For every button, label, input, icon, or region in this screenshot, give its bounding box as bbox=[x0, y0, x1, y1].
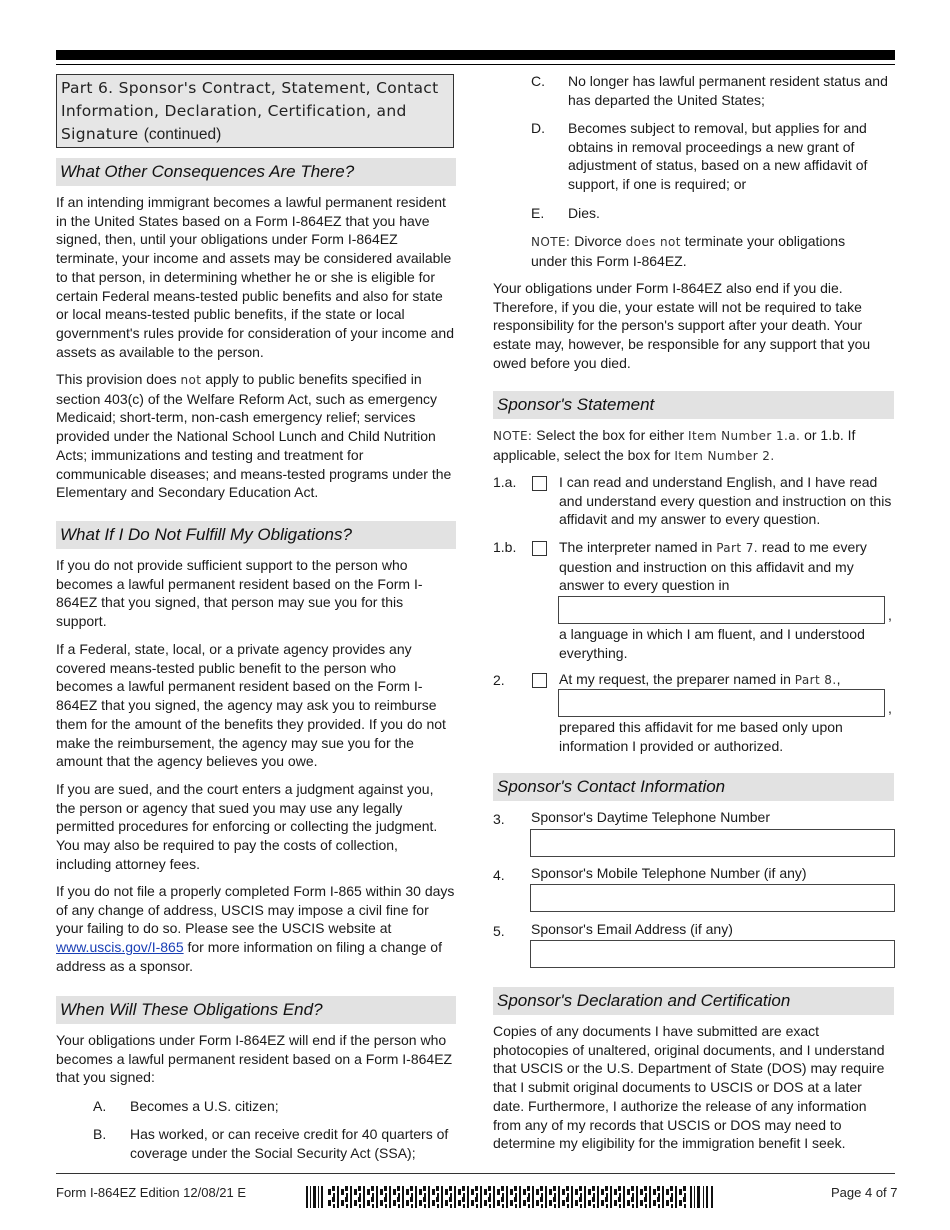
consequences-paragraph-2: This provision does not apply to public benefits specified in section 403(c) of the Welfare Reform Act, such as emergency Medicaid; short-term, non-cash emergency relief; services provided under the National School Lunch and Child Nutrition Acts; immunizations and testing and treatment for communicable diseases; and means-tested programs under the Elementary and Secondary Education Act. bbox=[56, 371, 452, 501]
item-label-5: 5. bbox=[493, 923, 505, 939]
statement-1b-after: a language in which I am fluent, and I understood everything. bbox=[559, 626, 865, 661]
list-item-label: B. bbox=[93, 1126, 107, 1142]
item-label-1b: 1.b. bbox=[493, 539, 517, 555]
top-rule-thin bbox=[56, 64, 895, 65]
email-label: Sponsor's Email Address (if any) bbox=[531, 921, 733, 937]
section-heading-obligations-end: When Will These Obligations End? bbox=[56, 996, 456, 1024]
statement-2-after: prepared this affidavit for me based only upon information I provided or authorized. bbox=[559, 719, 843, 754]
part-title-text: Part 6. Sponsor's Contract, Statement, Contact Information, Declaration, Certification, and Signature bbox=[61, 79, 439, 143]
daytime-phone-input[interactable] bbox=[530, 829, 895, 857]
item-label-3: 3. bbox=[493, 811, 505, 827]
list-item bbox=[93, 1125, 456, 1165]
part-6-title bbox=[56, 74, 454, 148]
not-fulfill-paragraph-2: If a Federal, state, local, or a private agency provides any covered means-tested public benefit to the person who becomes a lawful permanent resident based on the Form I-864EZ that you signed, the agency may ask you to reimburse them for the amount of the benefits they provided. If you do not make the reimbursement, the agency may sue you for the amount that the agency believes you owe. bbox=[56, 641, 446, 770]
section-heading-contact: Sponsor's Contact Information bbox=[493, 773, 894, 801]
section-heading-declaration: Sponsor's Declaration and Certification bbox=[493, 987, 894, 1015]
list-item bbox=[531, 204, 895, 224]
statement-1b-text: The interpreter named in Part 7. read to me every question and instruction on this affidavit and my answer to every question in bbox=[559, 539, 867, 594]
list-item-text: No longer has lawful permanent resident status and has departed the United States; bbox=[568, 73, 888, 108]
email-input[interactable] bbox=[530, 940, 895, 968]
list-item-text: Has worked, or can receive credit for 40 quarters of coverage under the Social Security Act (SSA); bbox=[130, 1126, 449, 1161]
statement-2-text: At my request, the preparer named in Part 8., bbox=[559, 671, 841, 687]
section-heading-consequences: What Other Consequences Are There? bbox=[56, 158, 456, 186]
list-item bbox=[531, 119, 895, 195]
list-item bbox=[93, 1097, 456, 1117]
section-heading-statement: Sponsor's Statement bbox=[493, 391, 894, 419]
statement-1a-text: I can read and understand English, and I have read and understand every question and instruction on this affidavit and my answer to every question. bbox=[559, 474, 892, 528]
part-continued: (continued) bbox=[143, 126, 222, 143]
form-edition: Form I-864EZ Edition 12/08/21 E bbox=[56, 1185, 247, 1200]
footer-rule bbox=[56, 1173, 895, 1174]
item-label-2: 2. bbox=[493, 672, 505, 688]
consequences-paragraph-1: If an intending immigrant becomes a lawful permanent resident in the United States based on a Form I-864EZ that you have signed, then, until your obligations under Form I-864EZ terminate, your income and assets may be considered available to that person, in determining whether he or she is eligible for certain Federal means-tested public benefits and also for state or local means-tested public benefits, if the state or local government's rules provide for consideration of your income and assets as available to the person. bbox=[56, 194, 454, 360]
list-item-label: C. bbox=[531, 73, 545, 89]
list-item bbox=[531, 72, 895, 112]
preparer-input[interactable] bbox=[558, 689, 885, 717]
not-fulfill-paragraph-3: If you are sued, and the court enters a judgment against you, the person or agency that sued you may use any legally permitted procedures for enforcing or collecting the judgment. You may also be required to pay the costs of collection, including attorney fees. bbox=[56, 781, 438, 872]
checkbox-1a[interactable] bbox=[532, 476, 547, 491]
comma: , bbox=[888, 607, 892, 623]
list-item-text: Dies. bbox=[568, 205, 600, 221]
interpreter-language-input[interactable] bbox=[558, 596, 885, 624]
checkbox-1b[interactable] bbox=[532, 541, 547, 556]
divorce-note: NOTE: Divorce does not terminate your obligations under this Form I-864EZ. bbox=[531, 233, 846, 269]
item-label-4: 4. bbox=[493, 867, 505, 883]
list-item-label: E. bbox=[531, 205, 545, 221]
page-number: Page 4 of 7 bbox=[831, 1185, 898, 1200]
barcode-image bbox=[306, 1186, 714, 1208]
list-item-label: D. bbox=[531, 120, 545, 136]
item-label-1a: 1.a. bbox=[493, 474, 517, 490]
uscis-i865-link[interactable]: www.uscis.gov/I-865 bbox=[56, 939, 184, 956]
obligations-end-death-paragraph: Your obligations under Form I-864EZ also end if you die. Therefore, if you die, your estate will not be required to take responsibility for the person's support after your death. Your estate may, however, be responsible for any support that you owed before you died. bbox=[493, 280, 871, 371]
daytime-phone-label: Sponsor's Daytime Telephone Number bbox=[531, 809, 770, 825]
not-fulfill-paragraph-4: If you do not file a properly completed Form I-865 within 30 days of any change of address, USCIS may impose a civil fine for your failing to do so. Please see the USCIS website at www.uscis.gov/I-865 for more information on filing a change of address as a sponsor. bbox=[56, 883, 455, 974]
mobile-phone-label: Sponsor's Mobile Telephone Number (if any) bbox=[531, 865, 807, 881]
mobile-phone-input[interactable] bbox=[530, 884, 895, 912]
top-rule-thick bbox=[56, 50, 895, 60]
section-heading-not-fulfill: What If I Do Not Fulfill My Obligations? bbox=[56, 521, 456, 549]
comma: , bbox=[888, 700, 892, 716]
declaration-paragraph: Copies of any documents I have submitted are exact photocopies of unaltered, original documents, and I understand that USCIS or the U.S. Department of State (DOS) may require that I submit original documents to USCIS or DOS at a later date. Furthermore, I authorize the release of any information from any of my records that USCIS or DOS may need to determine my eligibility for the immigration benefit I seek. bbox=[493, 1023, 885, 1152]
not-fulfill-paragraph-1: If you do not provide sufficient support to the person who becomes a lawful permanent resident based on the Form I-864EZ that you signed, that person may sue you for this support. bbox=[56, 557, 423, 630]
statement-note: NOTE: Select the box for either Item Number 1.a. or 1.b. If applicable, select the box for Item Number 2. bbox=[493, 427, 856, 463]
checkbox-2[interactable] bbox=[532, 673, 547, 688]
obligations-end-paragraph: Your obligations under Form I-864EZ will end if the person who becomes a lawful permanent resident based on a Form I-864EZ that you signed: bbox=[56, 1032, 453, 1086]
list-item-text: Becomes a U.S. citizen; bbox=[130, 1098, 279, 1114]
list-item-label: A. bbox=[93, 1098, 107, 1114]
list-item-text: Becomes subject to removal, but applies for and obtains in removal proceedings a new grant of adjustment of status, based on a new affidavit of support, if one is required; or bbox=[568, 120, 868, 193]
